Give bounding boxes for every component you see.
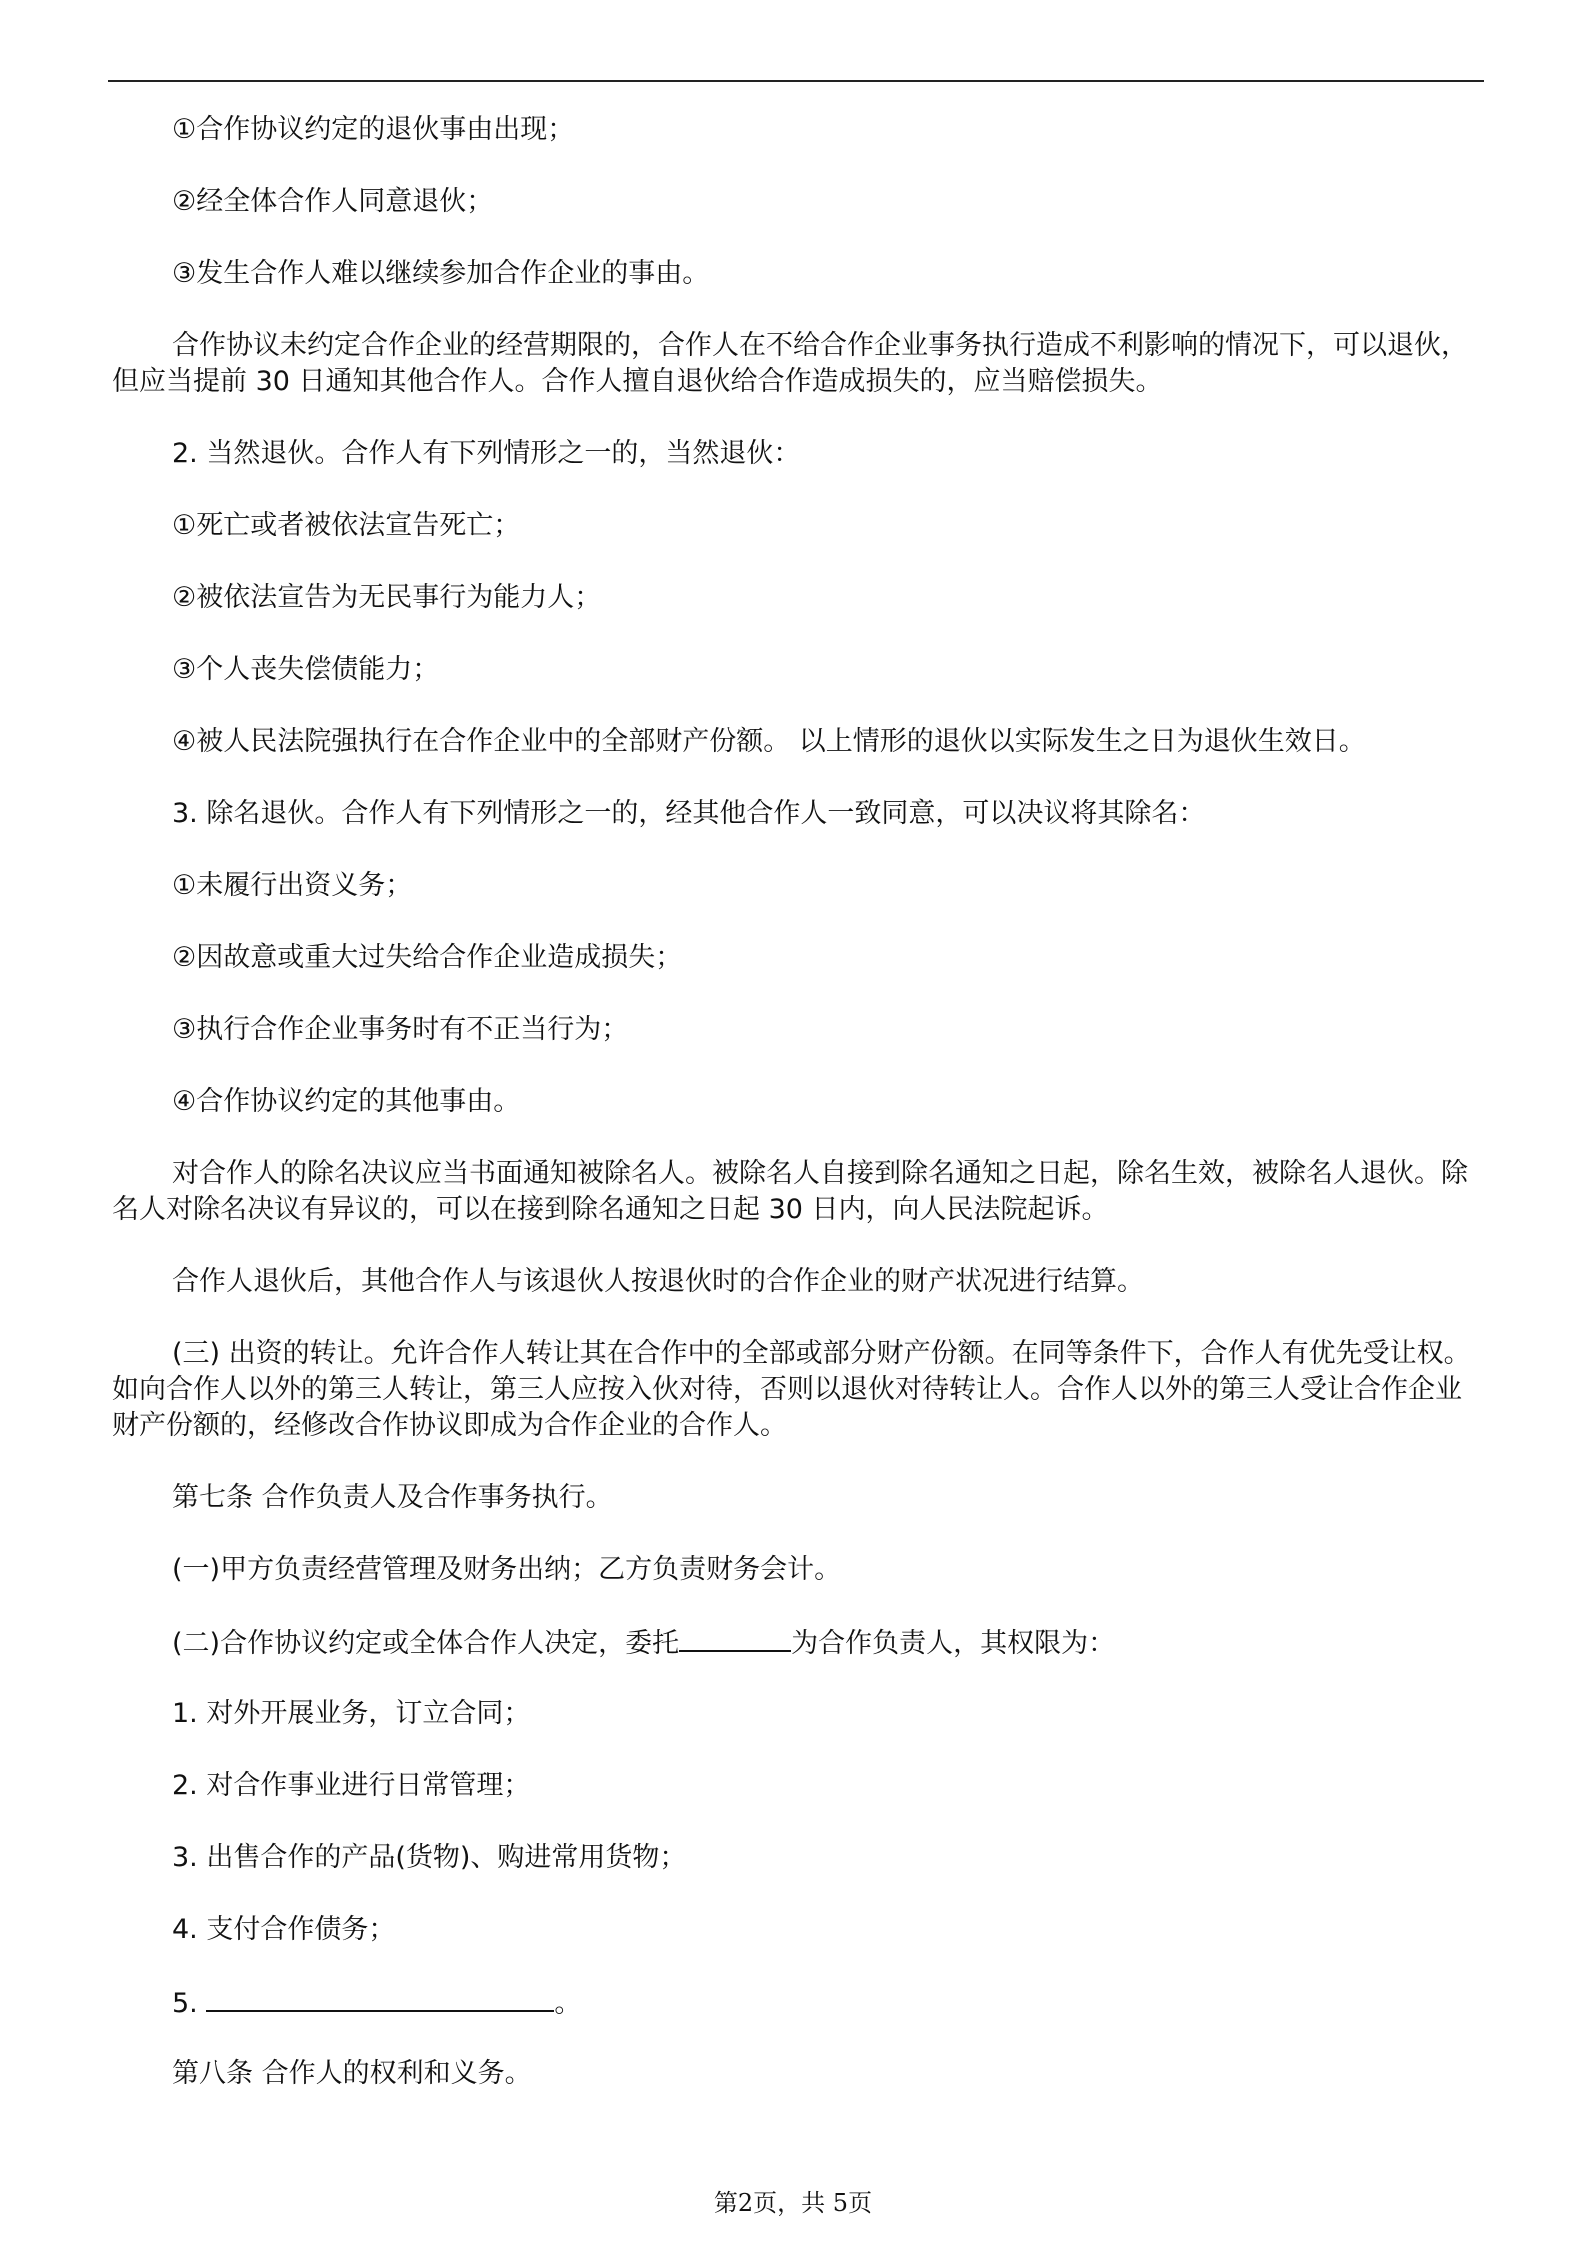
manager-name-blank [679, 1624, 791, 1652]
paragraph-withdrawal-cause-3: ③发生合作人难以继续参加合作企业的事由。 [172, 258, 710, 289]
paragraph-expulsion: 3. 除名退伙。合作人有下列情形之一的，经其他合作人一致同意，可以决议将其除名： [172, 798, 1206, 829]
paragraph-expulsion-notice: 对合作人的除名决议应当书面通知被除名人。被除名人自接到除名通知之日起，除名生效，被除名人退伙。除名人对除名决议有异议的，可以在接到除名通知之日起 30 日内，向人民法院起诉。 [112, 1158, 1468, 1225]
paragraph-unspecified-term: 合作协议未约定合作企业的经营期限的，合作人在不给合作企业事务执行造成不利影响的情况下，可以退伙，但应当提前 30 日通知其他合作人。合作人擅自退伙给合作造成损失的，应当赔偿损失。 [112, 330, 1468, 397]
paragraph-expulsion-cause-4: ④合作协议约定的其他事由。 [172, 1086, 521, 1117]
page-number-footer: 第2页，共 5页 [713, 2189, 873, 2217]
paragraph-expulsion-cause-2: ②因故意或重大过失给合作企业造成损失； [172, 942, 683, 973]
list-item: 1. 对外开展业务，订立合同； [172, 1698, 531, 1729]
article-7-heading: 第七条 合作负责人及合作事务执行。 [172, 1482, 613, 1513]
paragraph-automatic-cause-4: ④被人民法院强执行在合作企业中的全部财产份额。 以上情形的退伙以实际发生之日为退伙生效日。 [172, 726, 1366, 757]
paragraph-expulsion-cause-3: ③执行合作企业事务时有不正当行为； [172, 1014, 629, 1045]
item-5-blank [206, 1984, 554, 2012]
list-item: 3. 出售合作的产品(货物)、购进常用货物； [172, 1842, 687, 1873]
paragraph-duty-division: (一)甲方负责经营管理及财务出纳；乙方负责财务会计。 [172, 1554, 842, 1585]
list-item: 2. 对合作事业进行日常管理； [172, 1770, 531, 1801]
paragraph-automatic-cause-1: ①死亡或者被依法宣告死亡； [172, 510, 521, 541]
paragraph-withdrawal-cause-2: ②经全体合作人同意退伙； [172, 186, 494, 217]
paragraph-withdrawal-cause-1: ①合作协议约定的退伙事由出现； [172, 114, 575, 145]
list-item: 4. 支付合作债务； [172, 1914, 396, 1945]
paragraph-expulsion-cause-1: ①未履行出资义务； [172, 870, 413, 901]
paragraph-automatic-withdrawal: 2. 当然退伙。合作人有下列情形之一的，当然退伙： [172, 438, 801, 469]
paragraph-share-transfer: (三) 出资的转让。允许合作人转让其在合作中的全部或部分财产份额。在同等条件下，合作人有优先受让权。如向合作人以外的第三人转让，第三人应按入伙对待，否则以退伙对待转让人。合作人以外的第三人受让合作企业财产份额的，经修改合作协议即成为合作企业的合作人。 [112, 1338, 1471, 1441]
paragraph-automatic-cause-2: ②被依法宣告为无民事行为能力人； [172, 582, 602, 613]
paragraph-automatic-cause-3: ③个人丧失偿债能力； [172, 654, 440, 685]
article-8-heading: 第八条 合作人的权利和义务。 [172, 2058, 532, 2089]
paragraph-entrust-manager: (二)合作协议约定或全体合作人决定，委托 为合作负责人，其权限为： [112, 1624, 1484, 1662]
paragraph-settlement: 合作人退伙后，其他合作人与该退伙人按退伙时的合作企业的财产状况进行结算。 [172, 1266, 1144, 1297]
list-item-5: 5. 。 [112, 1984, 1484, 2022]
header-rule [108, 80, 1484, 82]
